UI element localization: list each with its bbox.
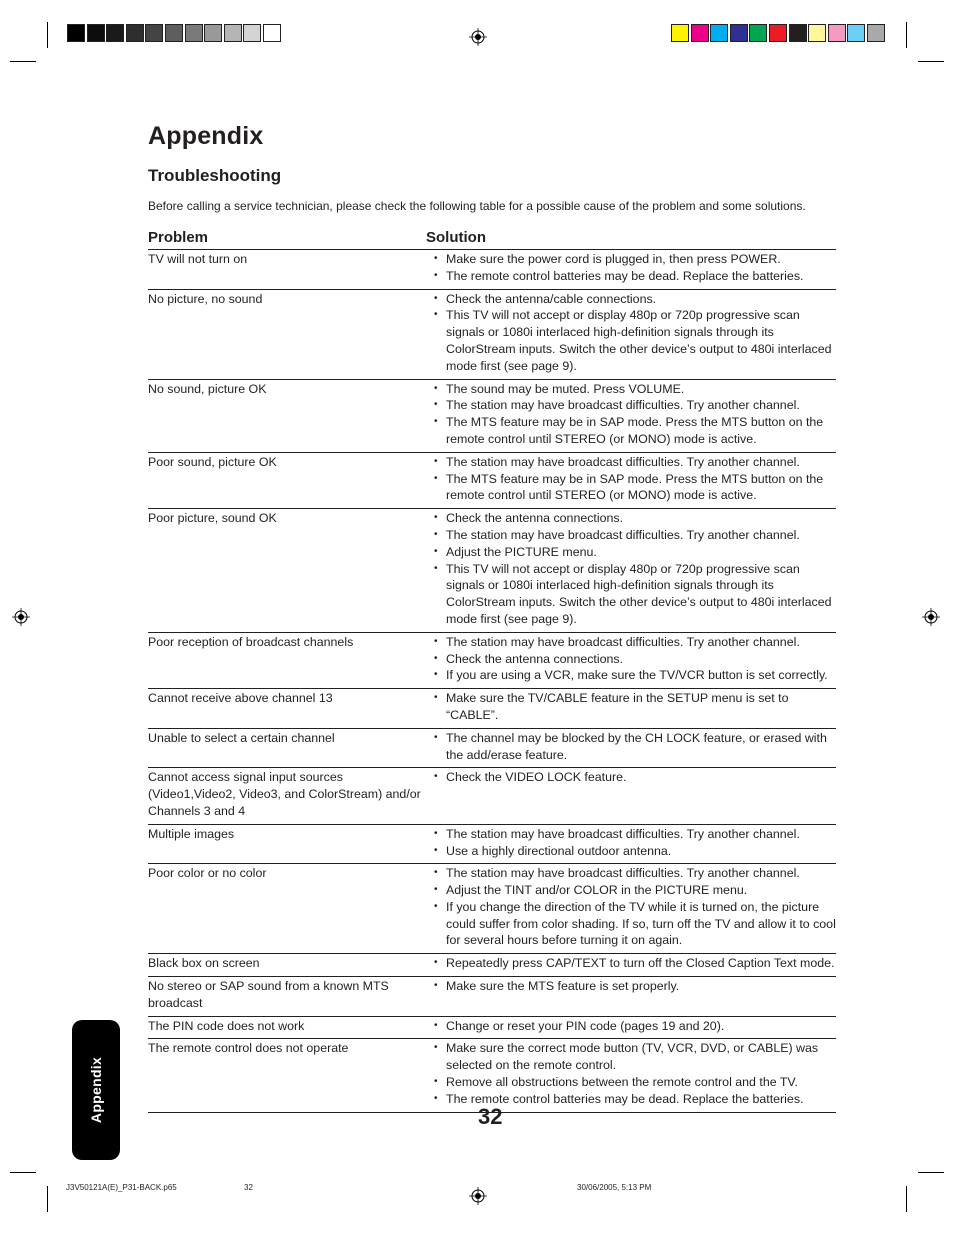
color-swatch xyxy=(185,24,203,42)
solution-item: • Remove all obstructions between the remote control and the TV. xyxy=(434,1074,836,1091)
problem-cell: Poor color or no color xyxy=(148,864,434,954)
side-tab-label: Appendix xyxy=(88,1056,104,1124)
color-swatch xyxy=(243,24,261,42)
solution-item: • Make sure the MTS feature is set properly. xyxy=(434,978,836,995)
section-title: Troubleshooting xyxy=(148,166,282,185)
solution-item: • The station may have broadcast difficulties. Try another channel. xyxy=(434,397,836,414)
color-swatch xyxy=(867,24,885,42)
color-swatch xyxy=(87,24,105,42)
table-row xyxy=(148,509,836,633)
problem-cell: TV will not turn on xyxy=(148,250,434,290)
table-row xyxy=(148,1016,836,1039)
table-row xyxy=(148,1039,836,1112)
crop-mark xyxy=(906,22,907,48)
solution-item: • Make sure the TV/CABLE feature in the SETUP menu is set to “CABLE”. xyxy=(434,690,836,724)
problem-cell: Poor reception of broadcast channels xyxy=(148,632,434,688)
solution-cell xyxy=(434,977,836,1017)
color-swatch xyxy=(769,24,787,42)
color-swatch xyxy=(749,24,767,42)
color-swatch xyxy=(224,24,242,42)
solution-list xyxy=(434,454,836,504)
solution-item: • Check the VIDEO LOCK feature. xyxy=(434,769,836,786)
solution-cell xyxy=(434,632,836,688)
solution-cell xyxy=(434,1039,836,1112)
footer-date: 30/06/2005, 5:13 PM xyxy=(577,1183,652,1192)
solution-item: • The MTS feature may be in SAP mode. Press the MTS button on the remote control until STEREO (or MONO) mode is active. xyxy=(434,471,836,505)
color-swatch xyxy=(165,24,183,42)
solution-list xyxy=(434,381,836,448)
solution-item: • Adjust the TINT and/or COLOR in the PICTURE menu. xyxy=(434,882,836,899)
solution-list xyxy=(434,826,836,860)
solution-cell xyxy=(434,379,836,452)
solution-column-header: Solution xyxy=(426,229,486,246)
problem-cell: Cannot receive above channel 13 xyxy=(148,689,434,729)
color-swatch xyxy=(828,24,846,42)
problem-cell: No sound, picture OK xyxy=(148,379,434,452)
table-row xyxy=(148,689,836,729)
solution-cell xyxy=(434,689,836,729)
solution-list xyxy=(434,251,836,285)
footer-filename: J3V50121A(E)_P31-BACK.p65 xyxy=(66,1183,177,1192)
registration-target-icon xyxy=(469,1187,487,1205)
solution-item: • Change or reset your PIN code (pages 19 and 20). xyxy=(434,1018,836,1035)
solution-item: • The station may have broadcast difficulties. Try another channel. xyxy=(434,865,836,882)
color-swatch xyxy=(106,24,124,42)
crop-mark xyxy=(10,1172,36,1173)
solution-cell xyxy=(434,728,836,768)
solution-list xyxy=(434,1018,836,1035)
table-row xyxy=(148,289,836,379)
problem-cell: No stereo or SAP sound from a known MTS broadcast xyxy=(148,977,434,1017)
solution-list xyxy=(434,955,836,972)
solution-item: • The sound may be muted. Press VOLUME. xyxy=(434,381,836,398)
solution-item: • Repeatedly press CAP/TEXT to turn off the Closed Caption Text mode. xyxy=(434,955,836,972)
solution-item: • The channel may be blocked by the CH LOCK feature, or erased with the add/erase feature. xyxy=(434,730,836,764)
crop-mark xyxy=(918,61,944,62)
table-row xyxy=(148,632,836,688)
solution-item: • Check the antenna connections. xyxy=(434,651,836,668)
intro-text: Before calling a service technician, please check the following table for a possible cause of the problem and some solutions. xyxy=(148,199,806,213)
solution-cell xyxy=(434,289,836,379)
table-row xyxy=(148,379,836,452)
color-swatch xyxy=(67,24,85,42)
solution-item: • Check the antenna/cable connections. xyxy=(434,291,836,308)
solution-cell xyxy=(434,824,836,864)
problem-cell: Poor picture, sound OK xyxy=(148,509,434,633)
solution-list xyxy=(434,690,836,724)
solution-item: • The remote control batteries may be dead. Replace the batteries. xyxy=(434,1091,836,1108)
problem-cell: Poor sound, picture OK xyxy=(148,452,434,508)
crop-mark xyxy=(47,1186,48,1212)
problem-cell: Unable to select a certain channel xyxy=(148,728,434,768)
problem-cell: The remote control does not operate xyxy=(148,1039,434,1112)
table-row xyxy=(148,864,836,954)
problem-column-header: Problem xyxy=(148,229,209,246)
problem-cell: The PIN code does not work xyxy=(148,1016,434,1039)
registration-target-icon xyxy=(922,608,940,626)
registration-target-icon xyxy=(469,28,487,46)
color-swatch xyxy=(671,24,689,42)
solution-list xyxy=(434,730,836,764)
table-row xyxy=(148,452,836,508)
solution-list xyxy=(434,865,836,949)
solution-list xyxy=(434,769,836,786)
registration-target-icon xyxy=(12,608,30,626)
solution-item: • If you are using a VCR, make sure the TV/VCR button is set correctly. xyxy=(434,667,836,684)
table-row xyxy=(148,768,836,824)
solution-item: • Make sure the correct mode button (TV, VCR, DVD, or CABLE) was selected on the remote control. xyxy=(434,1040,836,1074)
problem-cell: Cannot access signal input sources (Video1,Video2, Video3, and ColorStream) and/or Channels 3 and 4 xyxy=(148,768,434,824)
color-swatch xyxy=(691,24,709,42)
table-row xyxy=(148,977,836,1017)
solution-list xyxy=(434,634,836,684)
solution-cell xyxy=(434,864,836,954)
problem-cell: Black box on screen xyxy=(148,954,434,977)
color-swatch xyxy=(126,24,144,42)
solution-item: • This TV will not accept or display 480p or 720p progressive scan signals or 1080i interlaced high-definition signals through its ColorStream inputs. Switch the other device’s output to 480i interlaced mode first (see page 9). xyxy=(434,307,836,374)
color-swatch xyxy=(847,24,865,42)
color-swatch xyxy=(204,24,222,42)
solution-item: • If you change the direction of the TV while it is turned on, the picture could suffer from color shading. If so, turn off the TV and allow it to cool for several hours before turning it on again. xyxy=(434,899,836,949)
color-swatch xyxy=(710,24,728,42)
solution-list xyxy=(434,1040,836,1107)
solution-item: • The remote control batteries may be dead. Replace the batteries. xyxy=(434,268,836,285)
solution-cell xyxy=(434,1016,836,1039)
solution-list xyxy=(434,978,836,995)
solution-item: • Adjust the PICTURE menu. xyxy=(434,544,836,561)
crop-mark xyxy=(906,1186,907,1212)
solution-item: • Make sure the power cord is plugged in, then press POWER. xyxy=(434,251,836,268)
page-number: 32 xyxy=(478,1104,503,1129)
table-row xyxy=(148,250,836,290)
solution-item: • The MTS feature may be in SAP mode. Press the MTS button on the remote control until STEREO (or MONO) mode is active. xyxy=(434,414,836,448)
solution-list xyxy=(434,291,836,375)
footer-page: 32 xyxy=(244,1183,253,1192)
solution-item: • The station may have broadcast difficulties. Try another channel. xyxy=(434,527,836,544)
solution-item: • The station may have broadcast difficulties. Try another channel. xyxy=(434,826,836,843)
solution-item: • The station may have broadcast difficulties. Try another channel. xyxy=(434,634,836,651)
color-swatch xyxy=(789,24,807,42)
solution-cell xyxy=(434,250,836,290)
crop-mark xyxy=(918,1172,944,1173)
color-swatch xyxy=(808,24,826,42)
solution-list xyxy=(434,510,836,628)
problem-cell: No picture, no sound xyxy=(148,289,434,379)
solution-cell xyxy=(434,452,836,508)
color-swatch xyxy=(145,24,163,42)
problem-cell: Multiple images xyxy=(148,824,434,864)
table-row xyxy=(148,824,836,864)
solution-item: • Use a highly directional outdoor antenna. xyxy=(434,843,836,860)
table-row xyxy=(148,728,836,768)
crop-mark xyxy=(10,61,36,62)
solution-cell xyxy=(434,954,836,977)
solution-item: • Check the antenna connections. xyxy=(434,510,836,527)
solution-cell xyxy=(434,509,836,633)
solution-cell xyxy=(434,768,836,824)
color-swatch xyxy=(730,24,748,42)
troubleshooting-table xyxy=(148,249,836,1113)
page-title: Appendix xyxy=(148,122,264,150)
crop-mark xyxy=(47,22,48,48)
table-row xyxy=(148,954,836,977)
solution-item: • The station may have broadcast difficulties. Try another channel. xyxy=(434,454,836,471)
solution-item: • This TV will not accept or display 480p or 720p progressive scan signals or 1080i interlaced high-definition signals through its ColorStream inputs. Switch the other device’s output to 480i interlaced mode first (see page 9). xyxy=(434,561,836,628)
color-swatch xyxy=(263,24,281,42)
